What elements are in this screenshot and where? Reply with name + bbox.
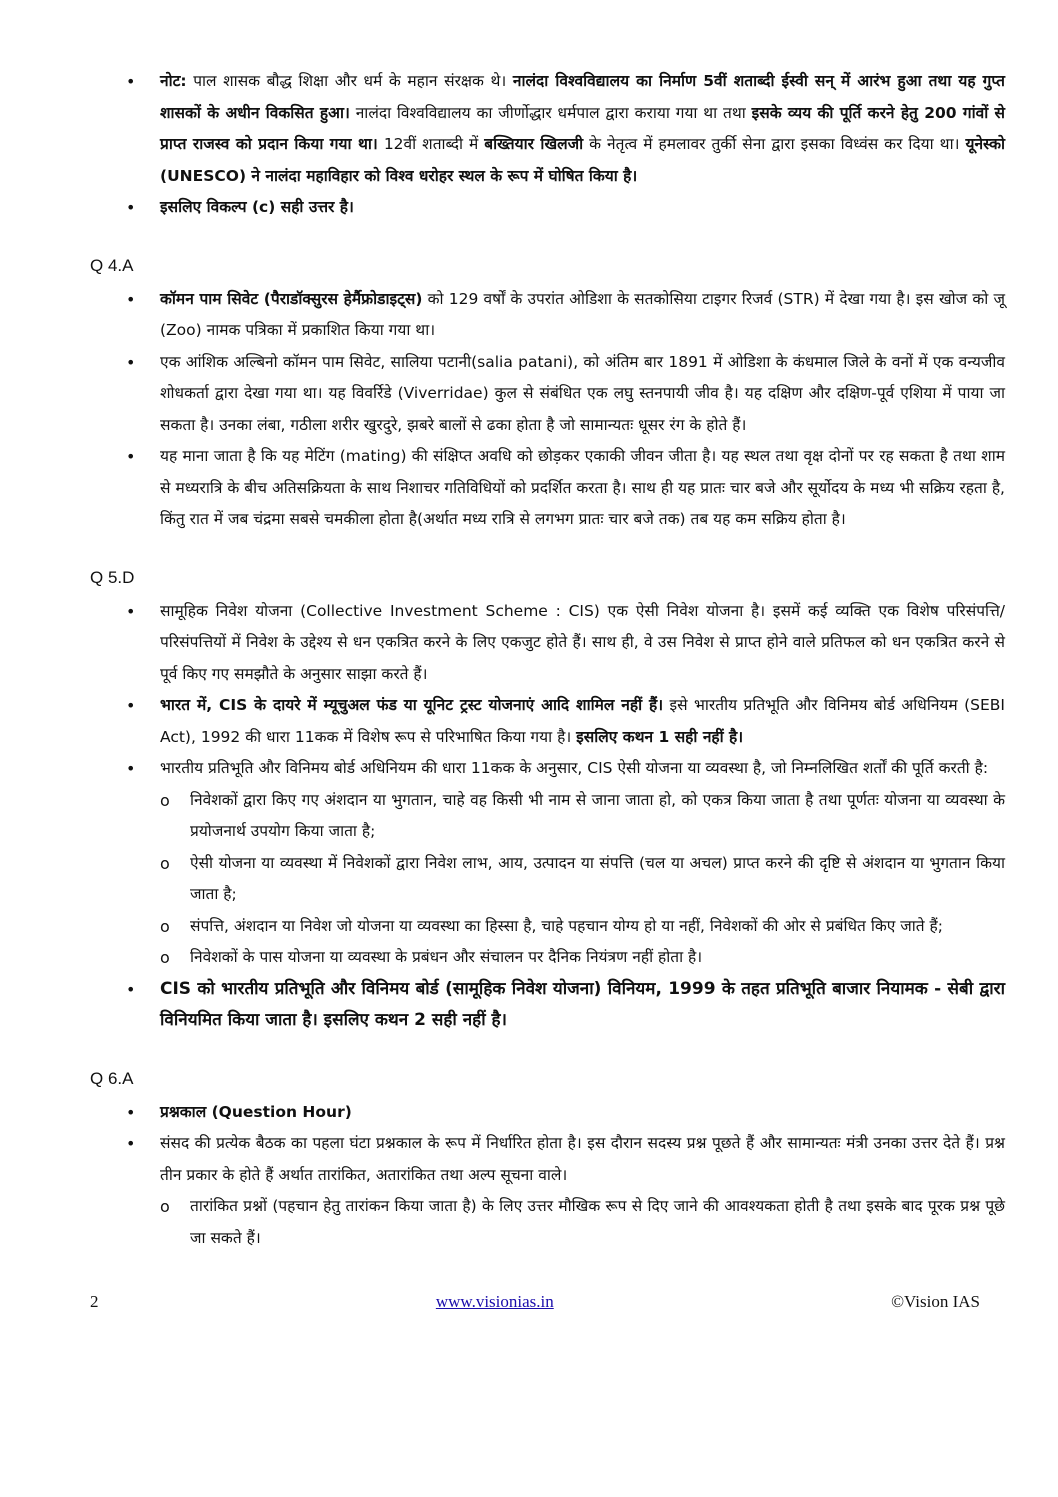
bold-text: इसलिए कथन 1 सही नहीं है।	[576, 727, 744, 746]
bullet-list	[90, 66, 1005, 224]
bullet-list	[90, 596, 1005, 1037]
text: नालंदा विश्वविद्यालय का जीर्णोद्धार धर्मपाल द्वारा कराया गया था तथा	[349, 103, 752, 122]
bullet-item	[90, 690, 1005, 753]
bold-text: नोट:	[160, 72, 187, 90]
text: के नेतृत्व में हमलावर तुर्की सेना द्वारा इसका विध्वंस कर दिया था।	[583, 135, 966, 153]
text: संपत्ति, अंशदान या निवेश जो योजना या व्यवस्था का हिस्सा है, चाहे पहचान योग्य हो या नहीं, निवेशकों की ओर से प्रबंधित किए जाते हैं;	[190, 916, 943, 935]
bullet-item	[90, 347, 1005, 442]
bullet-list	[90, 284, 1005, 536]
bold-text: प्रश्नकाल (Question Hour)	[160, 1102, 352, 1121]
text: संसद की प्रत्येक बैठक का पहला घंटा प्रश्नकाल के रूप में निर्धारित होता है। इस दौरान सदस्य प्रश्न पूछते हैं और सामान्यतः मंत्री उनका उत्तर देते हैं। प्रश्न तीन प्रकार के होते हैं अर्थात तारांकित, अतारांकित तथा अल्प सूचना वाले।	[160, 1134, 1005, 1184]
section-q6	[90, 1067, 1005, 1255]
bullet-item	[90, 1128, 1005, 1191]
sub-bullet-item	[90, 785, 1005, 848]
bold-text: इसलिए विकल्प (c) सही उत्तर है।	[160, 198, 354, 216]
text: निवेशकों के पास योजना या व्यवस्था के प्रबंधन और संचालन पर दैनिक नियंत्रण नहीं होता है।	[190, 948, 703, 966]
bullet-item	[90, 596, 1005, 691]
text: को 129 वर्षों के उपरांत ओडिशा के सतकोसिया टाइगर रिजर्व (STR) में देखा गया है। इस खोज को जू (Zoo) नामक पत्रिका में प्रकाशित किया गया था।	[160, 289, 1005, 339]
text: इसे भारतीय प्रतिभूति और विनिमय बोर्ड अधिनियम (SEBI Act), 1992 की धारा 11कक में विशेष रूप से परिभाषित किया गया है।	[160, 696, 1005, 746]
section-q5	[90, 566, 1005, 1037]
sub-bullet-item	[90, 1191, 1005, 1254]
bullet-item	[90, 1097, 1005, 1129]
sub-bullet-item	[90, 848, 1005, 911]
copyright: ©Vision IAS	[891, 1292, 980, 1311]
text: तारांकित प्रश्नों (पहचान हेतु तारांकन किया जाता है) के लिए उत्तर मौखिक रूप से दिए जाने की आवश्यकता होती है तथा इसके बाद पूरक प्रश्न पूछे जा सकते हैं।	[190, 1197, 1005, 1247]
bold-text: इसके व्यय की पूर्ति करने हेतु 200 गांवों से प्राप्त राजस्व को प्रदान किया गया था।	[160, 103, 1005, 153]
question-heading: Q 4.A	[90, 255, 134, 275]
text: पाल शासक बौद्ध शिक्षा और धर्म के महान संरक्षक थे।	[186, 72, 513, 90]
bold-text: नालंदा विश्वविद्यालय का निर्माण 5वीं शताब्दी ईस्वी सन् में आरंभ हुआ तथा यह गुप्त शासकों के अधीन विकसित हुआ।	[160, 72, 1006, 122]
text: 12वीं शताब्दी में	[377, 135, 485, 153]
text: एक आंशिक अल्बिनो कॉमन पाम सिवेट, सालिया पटानी(salia patani), को अंतिम बार 1891 में ओडिशा के कंधमाल जिले के वनों में एक वन्यजीव शोधकर्ता द्वारा देखा गया था। यह विवर्रिडे (Viverridae) कुल से संबंधित एक लघु स्तनपायी जीव है। यह दक्षिण और दक्षिण-पूर्व एशिया में पाया जा सकता है। उनका लंबा, गठीला शरीर खुरदुरे, झबरे बालों से ढका होता है जो सामान्यतः धूसर रंग के होते हैं।	[160, 352, 1005, 434]
sub-bullet-item	[90, 942, 1005, 974]
text: ऐसी योजना या व्यवस्था में निवेशकों द्वारा निवेश लाभ, आय, उत्पादन या संपत्ति (चल या अचल) प्राप्त करने की दृष्टि से अंशदान या भुगतान किया जाता है;	[190, 853, 1005, 903]
bullet-item	[90, 192, 1005, 224]
bullet-item	[90, 284, 1005, 347]
bold-text: कॉमन पाम सिवेट (पैराडॉक्सुरस हेर्मैफ्रोडाइट्स)	[160, 289, 423, 308]
page-footer	[90, 1290, 980, 1314]
section-q4	[90, 254, 1005, 536]
bold-text: भारत में, CIS के दायरे में म्यूचुअल फंड या यूनिट ट्रस्ट योजनाएं आदि शामिल नहीं हैं।	[160, 696, 664, 714]
bullet-item	[90, 974, 1005, 1037]
page-number: 2	[90, 1292, 99, 1311]
text: भारतीय प्रतिभूति और विनिमय बोर्ड अधिनियम की धारा 11कक के अनुसार, CIS ऐसी योजना या व्यवस्था है, जो निम्नलिखित शर्तों की पूर्ति करती है:	[160, 759, 989, 777]
bold-text: यूनेस्को (UNESCO) ने नालंदा महाविहार को विश्व धरोहर स्थल के रूप में घोषित किया है।	[160, 135, 1006, 185]
sub-bullet-item	[90, 911, 1005, 943]
question-heading: Q 6.A	[90, 1068, 134, 1088]
bullet-item	[90, 753, 1005, 785]
bold-text: बख्तियार खिलजी	[484, 135, 584, 153]
website-link[interactable]: www.visionias.in	[435, 1292, 554, 1311]
text: सामूहिक निवेश योजना (Collective Investment Scheme : CIS) एक ऐसी निवेश योजना है। इसमें कई व्यक्ति एक विशेष परिसंपत्ति/परिसंपत्तियों में निवेश के उद्देश्य से धन एकत्रित करने के लिए एकजुट होते हैं। साथ ही, वे उस निवेश से प्राप्त होने वाले प्रतिफल को धन एकत्रित करने से पूर्व किए गए समझौते के अनुसार साझा करते हैं।	[160, 601, 1005, 683]
question-heading: Q 5.D	[90, 567, 135, 587]
bullet-item	[90, 441, 1005, 536]
bullet-item	[90, 66, 1005, 192]
bullet-list	[90, 1097, 1005, 1255]
text: निवेशकों द्वारा किए गए अंशदान या भुगतान, चाहे वह किसी भी नाम से जाना जाता हो, को एकत्र किया जाता है तथा पूर्णतः योजना या व्यवस्था के प्रयोजनार्थ उपयोग किया जाता है;	[190, 790, 1005, 840]
text: यह माना जाता है कि यह मेटिंग (mating) की संक्षिप्त अवधि को छोड़कर एकाकी जीवन जीता है। यह स्थल तथा वृक्ष दोनों पर रह सकता है तथा शाम से मध्यरात्रि के बीच अतिसक्रियता के साथ निशाचर गतिविधियों को प्रदर्शित करता है। साथ ही यह प्रातः चार बजे और सूर्योदय के मध्य भी सक्रिय रहता है, किंतु रात में जब चंद्रमा सबसे चमकीला होता है(अर्थात मध्य रात्रि से लगभग प्रातः चार बजे तक) तब यह कम सक्रिय होता है।	[160, 447, 1005, 528]
section-q3-tail	[90, 66, 1005, 224]
bold-text: CIS को भारतीय प्रतिभूति और विनिमय बोर्ड (सामूहिक निवेश योजना) विनियम, 1999 के तहत प्रतिभूति बाजार नियामक - सेबी द्वारा विनियमित किया जाता है। इसलिए कथन 2 सही नहीं है।	[160, 978, 1005, 1030]
